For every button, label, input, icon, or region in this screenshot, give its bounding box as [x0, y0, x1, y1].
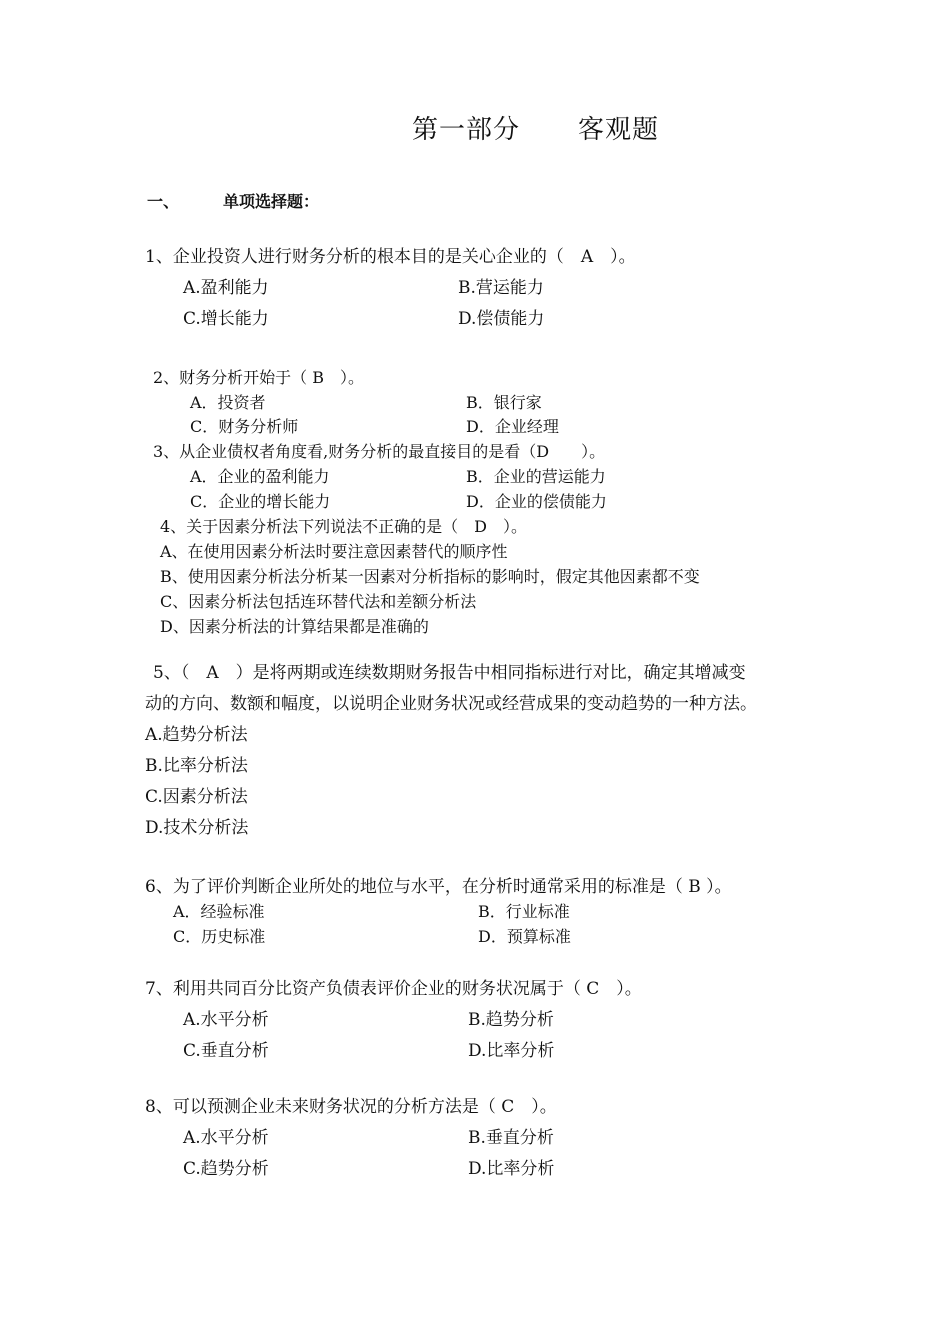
- question-5-option-b: B.比率分析法: [145, 756, 248, 776]
- question-2-option-c: C．财务分析师: [190, 417, 299, 436]
- question-1-option-c: C.增长能力: [183, 309, 269, 329]
- question-2-option-b: B．银行家: [466, 393, 542, 412]
- question-7-option-d: D.比率分析: [468, 1041, 555, 1061]
- title-part: 第一部分: [412, 115, 521, 145]
- question-4-option-a: A、在使用因素分析法时要注意因素替代的顺序性: [160, 542, 508, 561]
- question-3-option-d: D．企业的偿债能力: [466, 492, 607, 511]
- question-5-option-c: C.因素分析法: [145, 787, 248, 807]
- section-label: 单项选择题：: [223, 192, 320, 211]
- question-7-option-a: A.水平分析: [183, 1010, 269, 1030]
- question-7-option-b: B.趋势分析: [468, 1010, 554, 1030]
- question-1-option-a: A.盈利能力: [183, 278, 269, 298]
- question-4-option-d: D、因素分析法的计算结果都是准确的: [160, 617, 429, 636]
- question-1-option-b: B.营运能力: [458, 278, 544, 298]
- section-number: 一、: [147, 192, 180, 211]
- question-3-stem: 3、从企业债权者角度看,财务分析的最直接目的是看（D ）。: [153, 442, 606, 461]
- question-7-stem: 7、利用共同百分比资产负债表评价企业的财务状况属于（ C ）。: [145, 979, 642, 999]
- question-8-stem: 8、可以预测企业未来财务状况的分析方法是（ C ）。: [145, 1097, 557, 1117]
- question-6-stem: 6、为了评价判断企业所处的地位与水平，在分析时通常采用的标准是（ B ）。: [145, 877, 732, 897]
- question-2-option-a: A．投资者: [190, 393, 266, 412]
- title-name: 客观题: [578, 115, 660, 145]
- question-2-stem: 2、财务分析开始于（ B ）。: [153, 368, 365, 387]
- question-5-stem-line-1: 5、（ A ）是将两期或连续数期财务报告中相同指标进行对比，确定其增减变: [153, 663, 746, 683]
- section-heading: [147, 191, 319, 213]
- question-2-option-d: D．企业经理: [466, 417, 559, 436]
- question-1-option-d: D.偿债能力: [458, 309, 545, 329]
- question-5-option-a: A.趋势分析法: [145, 725, 248, 745]
- question-4-option-c: C、因素分析法包括连环替代法和差额分析法: [160, 592, 477, 611]
- question-3-option-c: C．企业的增长能力: [190, 492, 331, 511]
- question-6-option-b: B．行业标准: [478, 902, 570, 921]
- question-6-option-d: D．预算标准: [478, 927, 571, 946]
- question-8-option-c: C.趋势分析: [183, 1159, 269, 1179]
- question-8-option-d: D.比率分析: [468, 1159, 555, 1179]
- question-3-option-b: B．企业的营运能力: [466, 467, 606, 486]
- question-7-option-c: C.垂直分析: [183, 1041, 269, 1061]
- question-4-option-b: B、使用因素分析法分析某一因素对分析指标的影响时，假定其他因素都不变: [160, 567, 700, 586]
- question-5-stem-line-2: 动的方向、数额和幅度，以说明企业财务状况或经营成果的变动趋势的一种方法。: [145, 694, 757, 714]
- page-title: [412, 114, 659, 146]
- question-1-stem: 1、企业投资人进行财务分析的根本目的是关心企业的（ A ）。: [145, 247, 636, 267]
- question-8-option-a: A.水平分析: [183, 1128, 269, 1148]
- question-4-stem: 4、关于因素分析法下列说法不正确的是（ D ）。: [160, 517, 528, 536]
- question-6-option-c: C．历史标准: [173, 927, 266, 946]
- question-3-option-a: A．企业的盈利能力: [190, 467, 330, 486]
- question-5-option-d: D.技术分析法: [145, 818, 249, 838]
- question-6-option-a: A．经验标准: [173, 902, 265, 921]
- question-8-option-b: B.垂直分析: [468, 1128, 554, 1148]
